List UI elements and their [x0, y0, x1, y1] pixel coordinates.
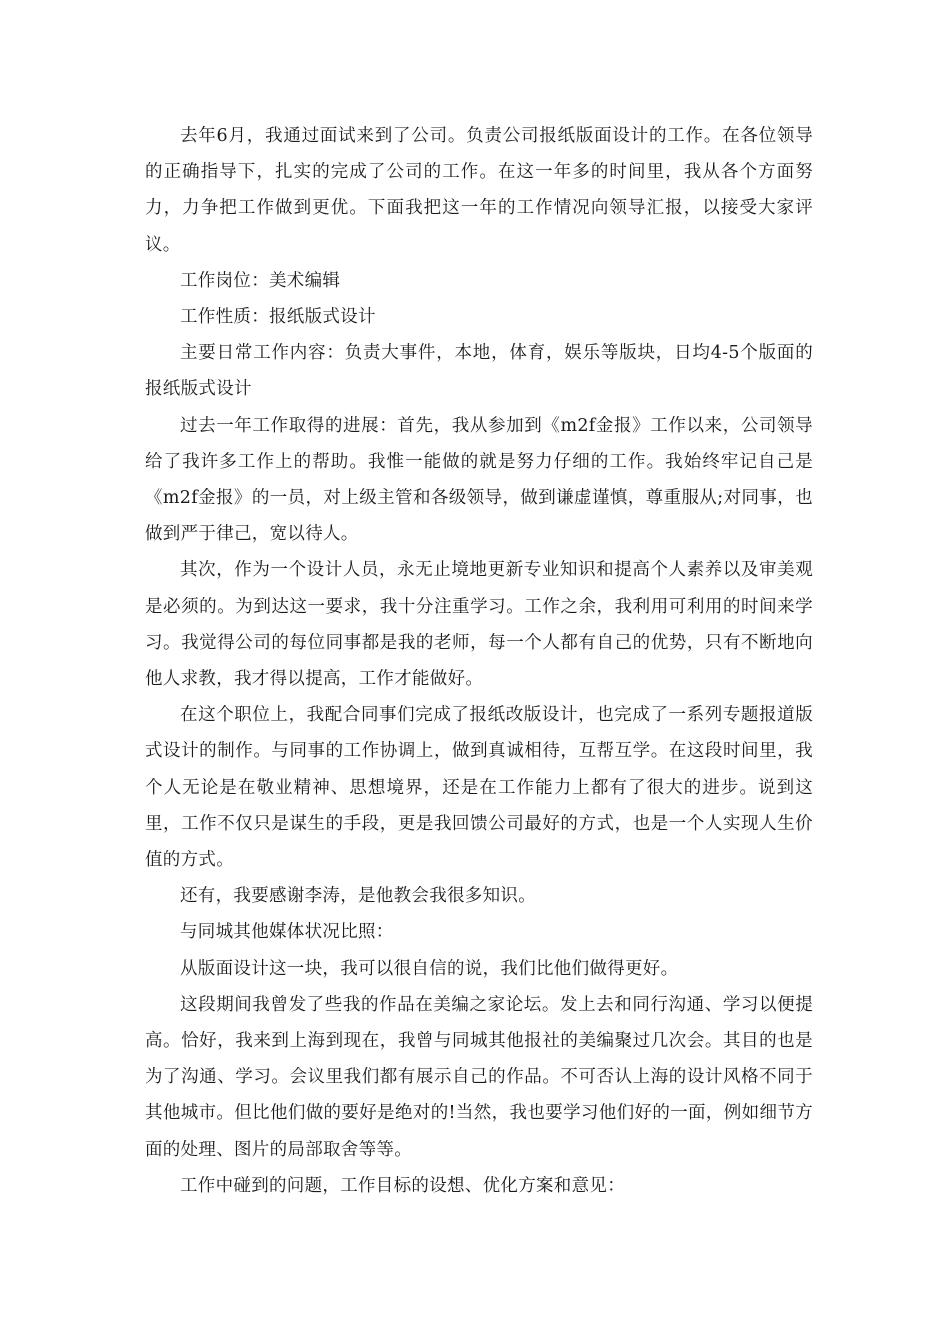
paragraph-intro: 去年6月，我通过面试来到了公司。负责公司报纸版面设计的工作。在各位领导的正确指导下，扎实的完成了公司的工作。在这一年多的时间里，我从各个方面努力，力争把工作做到更优。下面我把这一年的工作情况向领导汇报，以接受大家评议。	[145, 126, 813, 255]
paragraph-daily-work: 主要日常工作内容：负责大事件，本地，体育，娱乐等版块，日均4-5个版面的报纸版式设计	[145, 343, 813, 400]
paragraph-thanks: 还有，我要感谢李涛，是他教会我很多知识。	[180, 886, 536, 907]
paragraph-learning: 其次，作为一个设计人员，永无止境地更新专业知识和提高个人素养以及审美观是必须的。为到达这一要求，我十分注重学习。工作之余，我利用可利用的时间来学习。我觉得公司的每位同事都是我的老师，每一个人都有自己的优势，只有不断地向他人求教，我才得以提高，工作才能做好。	[145, 560, 813, 690]
paragraph-job-nature: 工作性质：报纸版式设计	[180, 307, 376, 328]
paragraph-problems-heading: 工作中碰到的问题，工作目标的设想、优化方案和意见：	[180, 1175, 625, 1196]
document-body	[145, 118, 813, 1204]
paragraph-comparison-heading: 与同城其他媒体状况比照：	[180, 922, 394, 943]
paragraph-progress: 过去一年工作取得的进展：首先，我从参加到《m2f金报》工作以来，公司领导给了我许多工作上的帮助。我惟一能做的就是努力仔细的工作。我始终牢记自己是《m2f金报》的一员，对上级主管和各级领导，做到谦虚谨慎，尊重服从;对同事，也做到严于律己，宽以待人。	[145, 415, 813, 545]
paragraph-job-position: 工作岗位：美术编辑	[180, 270, 341, 291]
paragraph-achievements: 在这个职位上，我配合同事们完成了报纸改版设计，也完成了一系列专题报道版式设计的制作。与同事的工作协调上，做到真诚相待，互帮互学。在这段时间里，我个人无论是在敬业精神、思想境界，还是在工作能力上都有了很大的进步。说到这里，工作不仅只是谋生的手段，更是我回馈公司最好的方式，也是一个人实现人生价值的方式。	[145, 705, 813, 871]
paragraph-forum: 这段期间我曾发了些我的作品在美编之家论坛。发上去和同行沟通、学习以便提高。恰好，我来到上海到现在，我曾与同城其他报社的美编聚过几次会。其目的也是为了沟通、学习。会议里我们都有展示自己的作品。不可否认上海的设计风格不同于其他城市。但比他们做的要好是绝对的!当然，我也要学习他们好的一面，例如细节方面的处理、图片的局部取舍等等。	[145, 994, 813, 1160]
paragraph-comparison: 从版面设计这一块，我可以很自信的说，我们比他们做得更好。	[180, 958, 679, 979]
